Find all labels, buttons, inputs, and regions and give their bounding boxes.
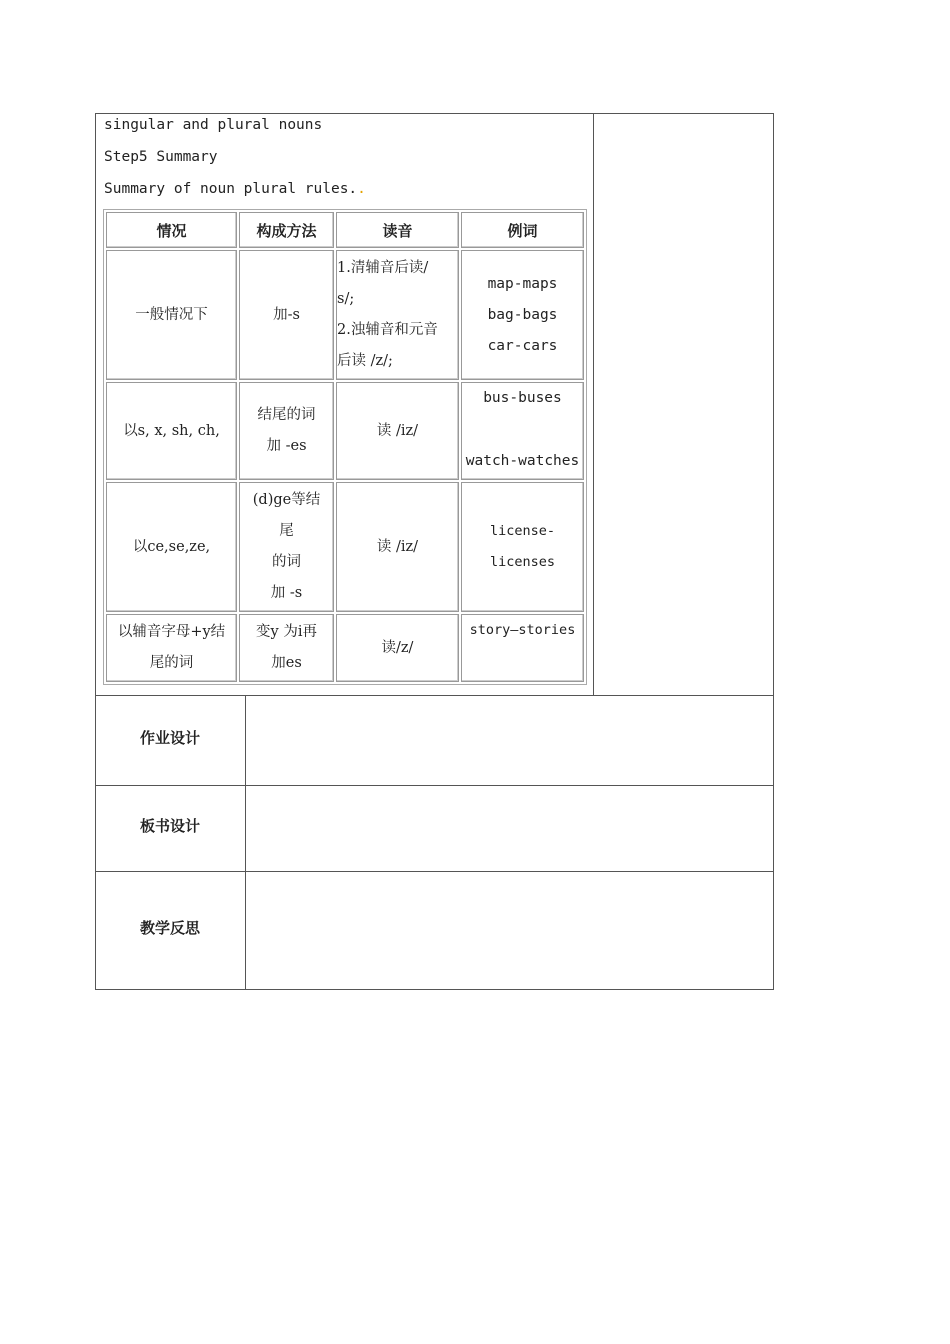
row3-method-line-3: 的词: [272, 554, 301, 570]
row3-examples: [461, 482, 584, 612]
teaching-reflection-label: 教学反思: [139, 919, 200, 937]
row4-method-line-1: 变y 为i再: [256, 624, 317, 640]
row4-examples: [461, 614, 584, 682]
row4-case-line-2: 尾的词: [149, 655, 194, 671]
top-column-divider: [593, 113, 594, 695]
row1-example-1: map-maps: [487, 275, 558, 292]
row2-pronunciation: 读 /iz/: [336, 382, 459, 480]
board-design-label: 板书设计: [139, 817, 200, 835]
row3-case: 以ce,se,ze,: [106, 482, 237, 612]
row4-method: [239, 614, 334, 682]
row1-pron-line-2: s/;: [337, 291, 355, 307]
row4-example-1: story—stories: [469, 622, 576, 638]
row1-example-3: car-cars: [487, 337, 558, 354]
header-examples: 例词: [461, 212, 584, 248]
table-header-row: [106, 212, 584, 248]
row3-pronunciation: 读 /iz/: [336, 482, 459, 612]
header-pronunciation: 读音: [336, 212, 459, 248]
table-row: [106, 614, 584, 682]
row1-pron-line-3: 2.浊辅音和元音: [337, 322, 438, 338]
label-column-divider: [245, 695, 246, 990]
plural-rules-table: [103, 209, 587, 685]
row2-case: 以s, x, sh, ch,: [106, 382, 237, 480]
table-row: [106, 482, 584, 612]
row3-method: [239, 482, 334, 612]
row4-method-line-2: 加es: [271, 655, 302, 671]
row2-example-1: bus-buses: [483, 390, 562, 406]
row-divider-3: [95, 871, 774, 872]
row1-method: 加-s: [239, 250, 334, 380]
row1-examples: [461, 250, 584, 380]
row2-example-2: watch-watches: [465, 453, 580, 469]
header-method: 构成方法: [239, 212, 334, 248]
row1-example-2: bag-bags: [487, 306, 558, 323]
table-row: [106, 382, 584, 480]
row4-pronunciation: 读/z/: [336, 614, 459, 682]
row3-method-line-1: (d)ge等结: [252, 492, 321, 508]
table-row: [106, 250, 584, 380]
intro-line-1: singular and plural nouns: [104, 117, 323, 133]
row1-pronunciation: [336, 250, 459, 380]
homework-design-label: 作业设计: [139, 729, 200, 747]
row3-method-line-4: 加 -s: [270, 585, 303, 601]
row-divider-2: [95, 785, 774, 786]
row1-pron-line-4: 后读 /z/;: [337, 353, 393, 369]
intro-line-3-text: Summary of noun plural rules.: [104, 181, 358, 197]
row-divider-1: [95, 695, 774, 696]
row3-example-1: license-licenses: [489, 523, 556, 570]
row2-examples: [461, 382, 584, 480]
edit-mark: .: [357, 181, 366, 197]
row2-method-line-2: 加 -es: [266, 438, 307, 454]
row4-case-line-1: 以辅音字母+y结: [117, 624, 226, 640]
intro-line-2: Step5 Summary: [104, 149, 218, 165]
row3-method-line-2: 尾: [279, 523, 294, 539]
intro-line-3: [104, 181, 366, 197]
header-case: 情况: [106, 212, 237, 248]
row2-method-line-1: 结尾的词: [257, 407, 316, 423]
row1-pron-line-1: 1.清辅音后读/: [337, 260, 429, 276]
row2-method: [239, 382, 334, 480]
row1-case: 一般情况下: [106, 250, 237, 380]
row4-case: [106, 614, 237, 682]
